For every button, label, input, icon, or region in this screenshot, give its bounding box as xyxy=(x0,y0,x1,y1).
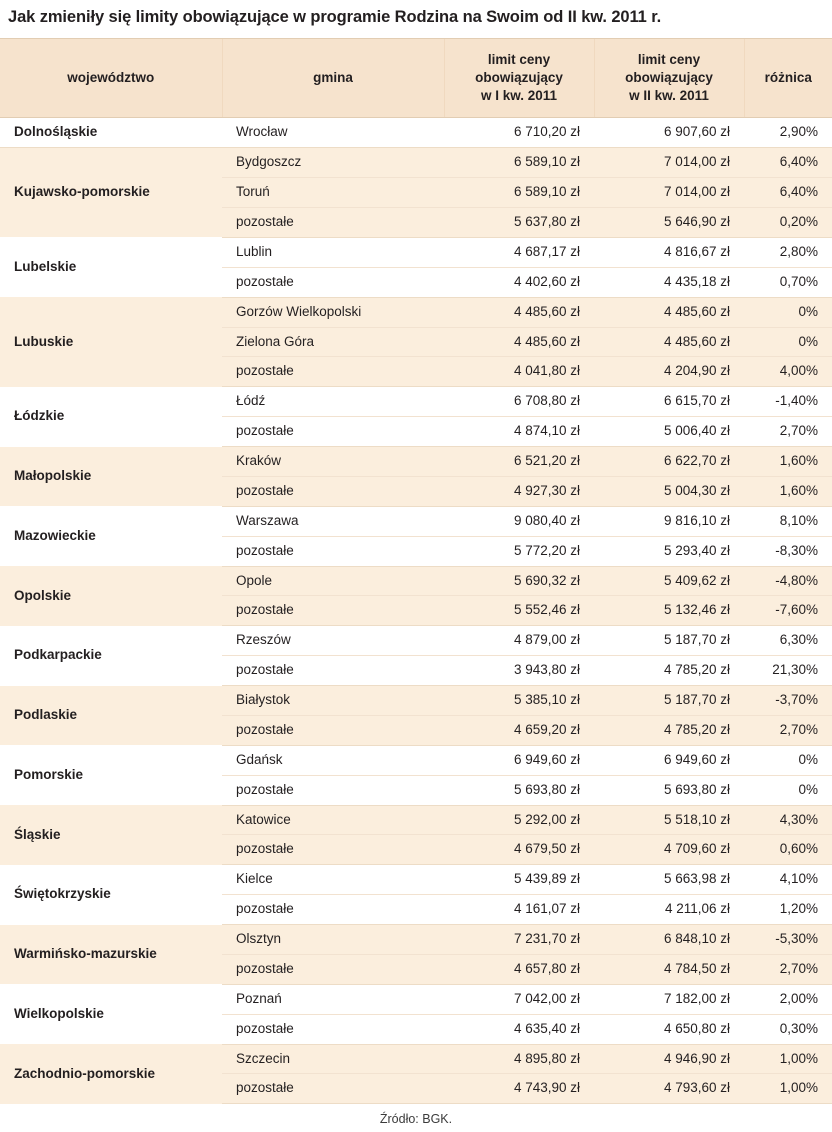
cell-roznica: 2,00% xyxy=(744,984,832,1014)
cell-limit-q1: 6 589,10 zł xyxy=(444,178,594,208)
cell-limit-q2: 4 785,20 zł xyxy=(594,656,744,686)
cell-gmina: Opole xyxy=(222,566,444,596)
cell-gmina: pozostałe xyxy=(222,1014,444,1044)
table-row xyxy=(0,506,832,536)
cell-wojewodztwo: Opolskie xyxy=(0,566,222,626)
cell-roznica: 1,60% xyxy=(744,476,832,506)
cell-limit-q2: 5 006,40 zł xyxy=(594,417,744,447)
cell-roznica: 0,30% xyxy=(744,1014,832,1044)
source-note: Źródło: BGK. xyxy=(379,1112,453,1127)
cell-roznica: 2,80% xyxy=(744,237,832,267)
cell-limit-q1: 4 657,80 zł xyxy=(444,954,594,984)
cell-limit-q1: 4 402,60 zł xyxy=(444,267,594,297)
cell-roznica: -3,70% xyxy=(744,686,832,716)
cell-limit-q2: 9 816,10 zł xyxy=(594,506,744,536)
cell-limit-q1: 4 161,07 zł xyxy=(444,895,594,925)
cell-limit-q2: 7 014,00 zł xyxy=(594,178,744,208)
cell-roznica: 0,20% xyxy=(744,208,832,238)
cell-roznica: 4,00% xyxy=(744,357,832,387)
cell-roznica: 6,40% xyxy=(744,178,832,208)
limits-table xyxy=(0,38,832,1105)
cell-limit-q1: 5 292,00 zł xyxy=(444,805,594,835)
table-row xyxy=(0,626,832,656)
cell-roznica: -7,60% xyxy=(744,596,832,626)
table-row xyxy=(0,387,832,417)
cell-limit-q2: 6 615,70 zł xyxy=(594,387,744,417)
table-header-row xyxy=(0,38,832,118)
table-body xyxy=(0,118,832,1104)
cell-wojewodztwo: Małopolskie xyxy=(0,447,222,507)
cell-limit-q1: 4 743,90 zł xyxy=(444,1074,594,1104)
cell-limit-q2: 4 946,90 zł xyxy=(594,1044,744,1074)
cell-limit-q2: 7 014,00 zł xyxy=(594,148,744,178)
cell-limit-q1: 5 693,80 zł xyxy=(444,775,594,805)
cell-limit-q2: 4 650,80 zł xyxy=(594,1014,744,1044)
cell-wojewodztwo: Lubelskie xyxy=(0,237,222,297)
cell-limit-q1: 6 708,80 zł xyxy=(444,387,594,417)
cell-wojewodztwo: Wielkopolskie xyxy=(0,984,222,1044)
cell-limit-q1: 3 943,80 zł xyxy=(444,656,594,686)
cell-roznica: 2,70% xyxy=(744,417,832,447)
cell-gmina: pozostałe xyxy=(222,596,444,626)
cell-gmina: Lublin xyxy=(222,237,444,267)
cell-gmina: Kraków xyxy=(222,447,444,477)
cell-wojewodztwo: Dolnośląskie xyxy=(0,118,222,148)
cell-limit-q2: 4 784,50 zł xyxy=(594,954,744,984)
table-row xyxy=(0,447,832,477)
cell-gmina: pozostałe xyxy=(222,536,444,566)
cell-gmina: Olsztyn xyxy=(222,925,444,955)
cell-roznica: 0% xyxy=(744,327,832,357)
cell-limit-q1: 4 895,80 zł xyxy=(444,1044,594,1074)
cell-roznica: 8,10% xyxy=(744,506,832,536)
cell-wojewodztwo: Zachodnio-pomorskie xyxy=(0,1044,222,1104)
cell-roznica: 2,90% xyxy=(744,118,832,148)
cell-gmina: pozostałe xyxy=(222,656,444,686)
cell-limit-q2: 5 293,40 zł xyxy=(594,536,744,566)
cell-limit-q2: 6 622,70 zł xyxy=(594,447,744,477)
table-row xyxy=(0,984,832,1014)
cell-limit-q1: 4 659,20 zł xyxy=(444,715,594,745)
cell-limit-q2: 5 409,62 zł xyxy=(594,566,744,596)
cell-roznica: -4,80% xyxy=(744,566,832,596)
cell-roznica: 6,30% xyxy=(744,626,832,656)
cell-limit-q1: 6 521,20 zł xyxy=(444,447,594,477)
cell-roznica: -8,30% xyxy=(744,536,832,566)
cell-gmina: Gdańsk xyxy=(222,745,444,775)
cell-roznica: 0% xyxy=(744,297,832,327)
cell-limit-q1: 5 637,80 zł xyxy=(444,208,594,238)
table-row xyxy=(0,237,832,267)
table-row xyxy=(0,148,832,178)
cell-limit-q2: 6 848,10 zł xyxy=(594,925,744,955)
cell-roznica: 1,20% xyxy=(744,895,832,925)
cell-limit-q2: 7 182,00 zł xyxy=(594,984,744,1014)
cell-limit-q2: 6 949,60 zł xyxy=(594,745,744,775)
cell-gmina: pozostałe xyxy=(222,267,444,297)
cell-limit-q1: 4 874,10 zł xyxy=(444,417,594,447)
cell-limit-q1: 5 552,46 zł xyxy=(444,596,594,626)
column-header-limit-q1-line-1: limit ceny xyxy=(487,51,551,67)
table-row xyxy=(0,566,832,596)
table-row xyxy=(0,805,832,835)
page-title: Jak zmieniły się limity obowiązujące w programie Rodzina na Swoim od II kw. 2011 r. xyxy=(8,8,662,26)
cell-limit-q1: 6 589,10 zł xyxy=(444,148,594,178)
cell-wojewodztwo: Podlaskie xyxy=(0,686,222,746)
cell-limit-q1: 7 042,00 zł xyxy=(444,984,594,1014)
cell-roznica: 1,60% xyxy=(744,447,832,477)
cell-wojewodztwo: Lubuskie xyxy=(0,297,222,387)
cell-limit-q2: 5 187,70 zł xyxy=(594,626,744,656)
cell-roznica: 2,70% xyxy=(744,954,832,984)
cell-gmina: pozostałe xyxy=(222,1074,444,1104)
cell-limit-q1: 5 690,32 zł xyxy=(444,566,594,596)
cell-gmina: pozostałe xyxy=(222,835,444,865)
cell-wojewodztwo: Podkarpackie xyxy=(0,626,222,686)
cell-limit-q1: 5 772,20 zł xyxy=(444,536,594,566)
cell-limit-q2: 4 816,67 zł xyxy=(594,237,744,267)
cell-wojewodztwo: Śląskie xyxy=(0,805,222,865)
table-row xyxy=(0,925,832,955)
cell-gmina: Białystok xyxy=(222,686,444,716)
cell-limit-q1: 6 710,20 zł xyxy=(444,118,594,148)
cell-gmina: pozostałe xyxy=(222,954,444,984)
cell-limit-q1: 4 635,40 zł xyxy=(444,1014,594,1044)
column-header-limit-q1-line-3: w I kw. 2011 xyxy=(480,88,558,104)
cell-gmina: Łódź xyxy=(222,387,444,417)
cell-roznica: 21,30% xyxy=(744,656,832,686)
cell-roznica: 2,70% xyxy=(744,715,832,745)
cell-limit-q1: 9 080,40 zł xyxy=(444,506,594,536)
column-header-wojewodztwo-line-1: województwo xyxy=(67,70,155,86)
cell-gmina: Kielce xyxy=(222,865,444,895)
cell-gmina: Rzeszów xyxy=(222,626,444,656)
cell-gmina: Katowice xyxy=(222,805,444,835)
cell-limit-q2: 5 132,46 zł xyxy=(594,596,744,626)
cell-roznica: 6,40% xyxy=(744,148,832,178)
cell-limit-q2: 5 693,80 zł xyxy=(594,775,744,805)
cell-limit-q1: 4 927,30 zł xyxy=(444,476,594,506)
cell-limit-q2: 4 785,20 zł xyxy=(594,715,744,745)
cell-limit-q1: 4 687,17 zł xyxy=(444,237,594,267)
cell-gmina: pozostałe xyxy=(222,208,444,238)
cell-limit-q2: 5 004,30 zł xyxy=(594,476,744,506)
cell-gmina: Bydgoszcz xyxy=(222,148,444,178)
cell-limit-q2: 6 907,60 zł xyxy=(594,118,744,148)
table-row xyxy=(0,686,832,716)
table-row xyxy=(0,297,832,327)
column-header-wojewodztwo xyxy=(0,38,222,118)
cell-roznica: 0% xyxy=(744,745,832,775)
cell-gmina: Wrocław xyxy=(222,118,444,148)
cell-gmina: Warszawa xyxy=(222,506,444,536)
cell-gmina: Poznań xyxy=(222,984,444,1014)
column-header-gmina-line-1: gmina xyxy=(313,70,353,86)
column-header-limit-q1-line-2: obowiązujący xyxy=(475,70,563,86)
cell-gmina: pozostałe xyxy=(222,417,444,447)
cell-limit-q1: 4 679,50 zł xyxy=(444,835,594,865)
cell-limit-q2: 5 663,98 zł xyxy=(594,865,744,895)
cell-gmina: Gorzów Wielkopolski xyxy=(222,297,444,327)
cell-limit-q2: 5 518,10 zł xyxy=(594,805,744,835)
cell-gmina: Szczecin xyxy=(222,1044,444,1074)
cell-gmina: pozostałe xyxy=(222,476,444,506)
cell-roznica: -1,40% xyxy=(744,387,832,417)
cell-roznica: -5,30% xyxy=(744,925,832,955)
cell-roznica: 4,30% xyxy=(744,805,832,835)
cell-gmina: pozostałe xyxy=(222,357,444,387)
table-row xyxy=(0,745,832,775)
cell-limit-q1: 4 485,60 zł xyxy=(444,297,594,327)
table-header xyxy=(0,38,832,118)
column-header-limit-q2-line-3: w II kw. 2011 xyxy=(629,88,709,104)
cell-limit-q1: 4 485,60 zł xyxy=(444,327,594,357)
cell-roznica: 1,00% xyxy=(744,1044,832,1074)
column-header-limit-q2-line-2: obowiązujący xyxy=(625,70,713,86)
cell-wojewodztwo: Pomorskie xyxy=(0,745,222,805)
column-header-limit-q2 xyxy=(594,38,744,118)
cell-limit-q2: 4 485,60 zł xyxy=(594,327,744,357)
cell-limit-q2: 4 204,90 zł xyxy=(594,357,744,387)
cell-gmina: Zielona Góra xyxy=(222,327,444,357)
column-header-roznica-line-1: różnica xyxy=(764,70,812,86)
table-row xyxy=(0,118,832,148)
cell-limit-q2: 5 187,70 zł xyxy=(594,686,744,716)
cell-wojewodztwo: Świętokrzyskie xyxy=(0,865,222,925)
cell-limit-q2: 4 211,06 zł xyxy=(594,895,744,925)
cell-gmina: pozostałe xyxy=(222,715,444,745)
cell-limit-q1: 6 949,60 zł xyxy=(444,745,594,775)
table-row xyxy=(0,1044,832,1074)
cell-wojewodztwo: Łódzkie xyxy=(0,387,222,447)
cell-limit-q1: 4 041,80 zł xyxy=(444,357,594,387)
cell-limit-q1: 4 879,00 zł xyxy=(444,626,594,656)
cell-wojewodztwo: Kujawsko-pomorskie xyxy=(0,148,222,238)
cell-limit-q2: 4 485,60 zł xyxy=(594,297,744,327)
column-header-roznica xyxy=(744,38,832,118)
cell-roznica: 1,00% xyxy=(744,1074,832,1104)
cell-limit-q2: 4 435,18 zł xyxy=(594,267,744,297)
cell-roznica: 0,70% xyxy=(744,267,832,297)
cell-gmina: pozostałe xyxy=(222,775,444,805)
column-header-gmina xyxy=(222,38,444,118)
column-header-limit-q2-line-1: limit ceny xyxy=(637,51,701,67)
cell-wojewodztwo: Warmińsko-mazurskie xyxy=(0,925,222,985)
cell-roznica: 0% xyxy=(744,775,832,805)
cell-limit-q2: 4 709,60 zł xyxy=(594,835,744,865)
cell-gmina: pozostałe xyxy=(222,895,444,925)
cell-limit-q1: 7 231,70 zł xyxy=(444,925,594,955)
cell-gmina: Toruń xyxy=(222,178,444,208)
cell-roznica: 0,60% xyxy=(744,835,832,865)
cell-limit-q2: 5 646,90 zł xyxy=(594,208,744,238)
table-row xyxy=(0,865,832,895)
cell-roznica: 4,10% xyxy=(744,865,832,895)
cell-wojewodztwo: Mazowieckie xyxy=(0,506,222,566)
column-header-limit-q1 xyxy=(444,38,594,118)
cell-limit-q1: 5 385,10 zł xyxy=(444,686,594,716)
cell-limit-q2: 4 793,60 zł xyxy=(594,1074,744,1104)
cell-limit-q1: 5 439,89 zł xyxy=(444,865,594,895)
